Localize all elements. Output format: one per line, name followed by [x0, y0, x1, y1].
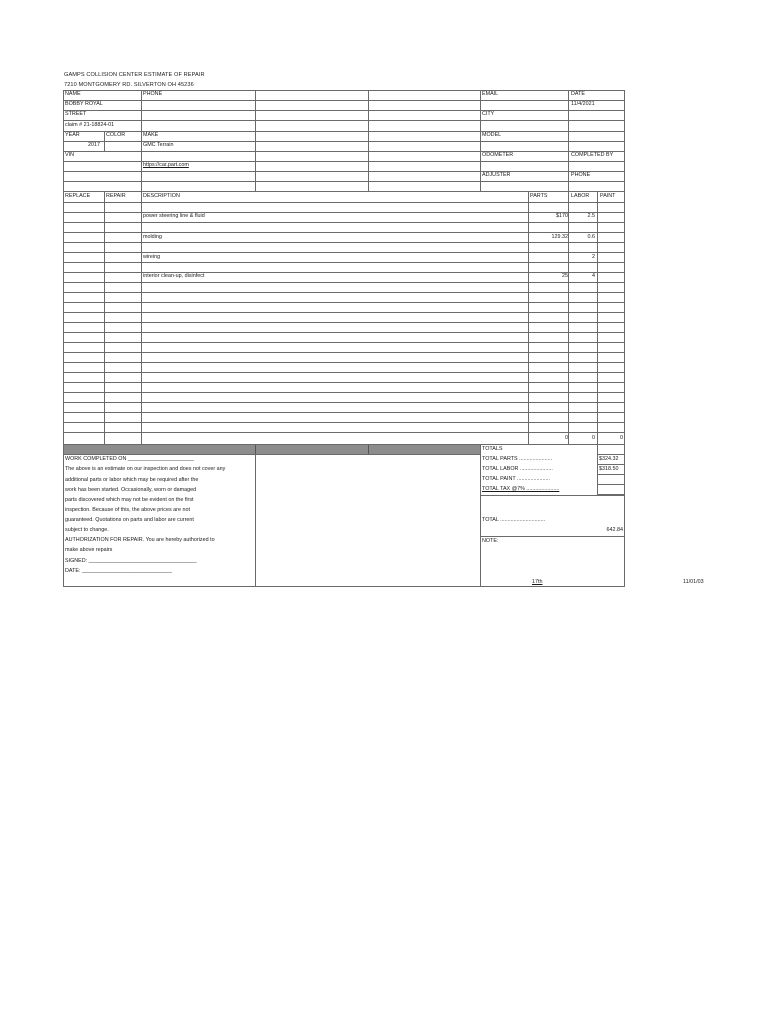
odometer-label: ODOMETER: [482, 152, 514, 158]
authorization-line: AUTHORIZATION FOR REPAIR. You are hereby authorized to: [65, 537, 215, 543]
model-label: MODEL: [482, 132, 502, 138]
total-paint-label: TOTAL PAINT ......................: [482, 476, 550, 482]
form-code: 11/01/03: [683, 579, 704, 585]
shaded-separator: [64, 445, 480, 454]
city-label: CITY: [482, 111, 495, 117]
date-line[interactable]: DATE: ______________________________: [65, 568, 172, 574]
parts-header: PARTS: [530, 193, 548, 199]
replace-header: REPLACE: [65, 193, 91, 199]
total-labor-value: $318.50: [599, 466, 619, 472]
sum-parts: 0: [565, 435, 568, 441]
total-parts-value: $324.32: [599, 456, 619, 462]
date-label: DATE: [571, 91, 585, 97]
total-tax-label: TOTAL TAX @7% ......................: [482, 486, 560, 492]
total-value: 642.84: [606, 527, 623, 533]
repair-header: REPAIR: [106, 193, 126, 199]
disclaimer-line: subject to change.: [65, 527, 109, 533]
disclaimer-line: additional parts or labor which may be required after the: [65, 477, 199, 483]
shop-title: GAMPS COLLISION CENTER ESTIMATE OF REPAIR: [64, 72, 205, 78]
row-description: interior clean-up, disinfect: [143, 273, 205, 279]
row-parts: 129.32: [551, 234, 568, 240]
row-parts: 25: [562, 273, 568, 279]
authorization-line: make above repairs: [65, 547, 113, 553]
work-completed: WORK COMPLETED ON ______________________: [65, 456, 194, 462]
disclaimer-line: guaranteed. Quotations on parts and labor are current: [65, 517, 194, 523]
color-label: COLOR: [106, 132, 126, 138]
row-labor: 4: [592, 273, 595, 279]
row-parts: $170: [556, 213, 568, 219]
name-label: NAME: [65, 91, 81, 97]
parts-link[interactable]: https://car.part.com: [143, 162, 189, 168]
sum-paint: 0: [620, 435, 623, 441]
street-label: STREET: [65, 111, 87, 117]
adjuster-label: ADJUSTER: [482, 172, 511, 178]
row-description: wireing: [143, 254, 161, 260]
page-marker: 17th: [532, 579, 543, 585]
sum-labor: 0: [592, 435, 595, 441]
note-label: NOTE:: [482, 538, 499, 544]
make-label: MAKE: [143, 132, 159, 138]
date-value: 11/4/2021: [571, 101, 595, 107]
total-parts-label: TOTAL PARTS ......................: [482, 456, 553, 462]
phone-label: PHONE: [143, 91, 163, 97]
email-label: EMAIL: [482, 91, 499, 97]
signed-line[interactable]: SIGNED: ____________________________________: [65, 558, 197, 564]
paint-header: PAINT: [600, 193, 616, 199]
description-header: DESCRIPTION: [143, 193, 180, 199]
total-label: TOTAL ..............................: [482, 517, 546, 523]
disclaimer-line: parts discovered which may not be evident on the first: [65, 497, 194, 503]
row-description: molding: [143, 234, 162, 240]
total-labor-label: TOTAL LABOR ......................: [482, 466, 553, 472]
disclaimer-line: inspection. Because of this, the above prices are not: [65, 507, 190, 513]
name-value: BOBBY ROYAL: [65, 101, 103, 107]
row-labor: 2.5: [587, 213, 595, 219]
totals-label: TOTALS: [482, 446, 503, 452]
disclaimer-line: The above is an estimate on our inspection and does not cover any: [65, 466, 226, 472]
labor-header: LABOR: [571, 193, 590, 199]
completed-by-label: COMPLETED BY: [571, 152, 614, 158]
year-label: YEAR: [65, 132, 80, 138]
row-labor: 0.6: [587, 234, 595, 240]
row-description: power steering line & fluid: [143, 213, 205, 219]
disclaimer-line: work has been started. Occasionally, worn or damaged: [65, 487, 197, 493]
vin-label: VIN: [65, 152, 74, 158]
claim-number: claim # 21-18824-01: [65, 122, 115, 128]
year-value: 2017: [88, 142, 100, 148]
make-value: GMC Terrain: [143, 142, 174, 148]
shop-address: 7210 MONTGOMERY RD. SILVERTON OH 45236: [64, 82, 194, 88]
phone2-label: PHONE: [571, 172, 591, 178]
row-labor: 2: [592, 254, 595, 260]
